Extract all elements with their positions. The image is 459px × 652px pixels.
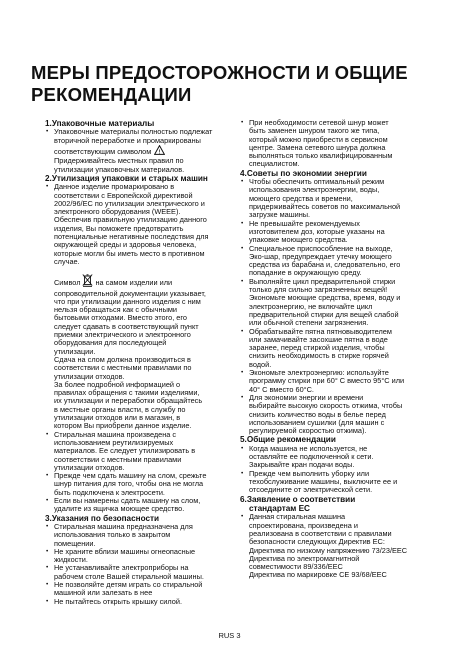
text-line: Не устанавливайте электроприборы на — [54, 563, 189, 573]
text-line: заранее, перед стиркой изделия, чтобы — [249, 343, 385, 353]
text-line: техобслуживание машины, выключите ее и — [249, 476, 398, 486]
text-line: выбирайте высокую скорость отжима, чтобы — [249, 401, 403, 411]
lines-block — [249, 328, 430, 369]
section-2-title: 2.Утилизация упаковки и старых машин — [45, 173, 208, 183]
text-line: случае. — [54, 256, 80, 266]
text-line: утилизации упаковочных материалов. — [54, 164, 185, 174]
section-4-bullet-1 — [240, 178, 430, 219]
section-4-bullet-5 — [240, 328, 430, 369]
section-3-bullet-4 — [45, 581, 237, 598]
text-line: Сдача на слом должна производиться в — [54, 354, 191, 364]
bullet-icon: • — [46, 496, 49, 504]
text-span: Символ — [54, 278, 81, 288]
text-line: изготовителем доз, которые указаны на — [249, 226, 385, 236]
lines-block — [54, 431, 237, 472]
bullet-icon: • — [241, 393, 244, 401]
text-span: соответствующим символом — [54, 147, 152, 156]
text-line: программу стирки при 60° C вместо 95°C или — [249, 376, 405, 386]
lines-block — [54, 581, 237, 598]
bullet-icon: • — [46, 128, 49, 136]
text-line: Директива по низкому напряжению 73/23/EEC — [249, 545, 408, 555]
text-line: совместимости 89/336/EEC — [249, 562, 343, 572]
bullet-icon: • — [241, 444, 244, 452]
text-line: что при утилизации данного изделия с ним — [54, 296, 201, 306]
text-line: их утилизации и переработки обращайтесь — [54, 396, 203, 406]
text-line: Обрабатывайте пятна пятновыводителем — [249, 326, 392, 336]
section-2-bullet-2 — [45, 431, 237, 472]
text-line: отсоедините от электрической сети. — [249, 485, 373, 495]
bullet-icon: • — [241, 327, 244, 335]
text-line: Не пытайтесь открыть крышку силой. — [54, 596, 182, 606]
bullet-icon: • — [241, 178, 244, 186]
lines-block — [249, 513, 430, 579]
lines-block — [249, 178, 430, 219]
text-line: спроектирована, произведена и — [249, 520, 358, 530]
bullet-icon: • — [46, 430, 49, 438]
text-line: реализована в соответствии с правилами — [249, 528, 392, 538]
text-line: котором Вы приобрели данное изделие. — [54, 421, 192, 431]
bullet-icon: • — [241, 219, 244, 227]
bullet-icon: • — [241, 513, 244, 521]
lines-block — [54, 564, 237, 581]
text-line: материалов. Ее следует утилизировать в — [54, 446, 196, 456]
bullet-icon: • — [241, 369, 244, 377]
text-line: средства из барабана и, следовательно, его — [249, 260, 401, 270]
bullet-icon: • — [46, 472, 49, 480]
text-line: окружающей среды и здоровья человека, — [54, 240, 197, 250]
page-title-line-1: МЕРЫ ПРЕДОСТОРОЖНОСТИ И ОБЩИЕ — [31, 62, 408, 83]
text-line: который можно приобрести в сервисном — [249, 134, 388, 144]
lines-block — [54, 523, 237, 548]
section-2-bullet-4 — [45, 497, 237, 514]
text-line: использования электроэнергии, воды, — [249, 185, 380, 195]
text-line: снизить количество воды в белье перед — [249, 409, 386, 419]
section-2-bullet-3 — [45, 472, 237, 497]
text-line: Закрывайте кран подачи воды. — [249, 460, 355, 470]
text-line: бытовыми отходами. Вместо этого, его — [54, 313, 187, 323]
section-4-title: 4.Советы по экономии энергии — [240, 168, 367, 178]
text-line: выполняться только квалифицированным — [249, 151, 393, 161]
lines-block — [54, 183, 237, 266]
section-4-bullet-3 — [240, 245, 430, 278]
text-line: рабочем столе Вашей стиральной машины. — [54, 571, 204, 581]
text-line: использованием реутилизируемых — [54, 437, 174, 447]
text-line: Прежде чем выполнить уборку или — [249, 468, 370, 478]
text-line: в местные органы власти, в службу по — [54, 404, 186, 414]
lines-block — [249, 278, 430, 328]
section-3-bullet-1 — [45, 523, 237, 548]
section-3-bullet-6 — [240, 119, 430, 169]
text-line: или обычной степени загрязнения. — [249, 318, 369, 328]
text-line: шнур питания для того, чтобы она не могла — [54, 479, 204, 489]
section-4-bullet-4 — [240, 278, 430, 328]
bullet-icon: • — [46, 597, 49, 605]
page-title — [31, 62, 431, 106]
text-line: Обеспечив правильную утилизацию данного — [54, 215, 207, 225]
text-line: которые могли бы иметь место в противном — [54, 248, 205, 258]
text-line: использования только в закрытом — [54, 530, 171, 540]
text-line: Для экономии энергии и времени — [249, 392, 364, 402]
text-line: Придерживайтесь местных правил по — [54, 156, 184, 166]
text-line: Выполняйте цикл предварительной стирки — [249, 276, 396, 286]
left-column — [45, 119, 237, 606]
text-line: попадание в окружающую среду. — [249, 268, 362, 278]
lines-block — [45, 290, 237, 431]
text-line: Не превышайте рекомендуемых — [249, 218, 360, 228]
lines-block — [54, 598, 237, 606]
lines-block — [54, 497, 237, 514]
page-footer: RUS 3 — [218, 631, 241, 640]
text-line: Стиральная машина предназначена для — [54, 521, 193, 531]
lines-block — [249, 445, 430, 470]
section-2-bullet-1 — [45, 183, 237, 266]
bullet-icon: • — [241, 244, 244, 252]
text-line: Не храните вблизи машины огнеопасные — [54, 546, 196, 556]
bullet-icon: • — [241, 469, 244, 477]
text-line: жидкости. — [54, 555, 88, 565]
text-line: Данная стиральная машина — [249, 512, 346, 522]
text-line: За более подробной информацией о — [54, 379, 181, 389]
text-line: Стиральная машина произведена с — [54, 429, 177, 439]
text-line: Специальное приспособление на выходе, — [249, 243, 393, 253]
text-line: упаковке моющего средства. — [249, 235, 348, 245]
text-line: снизить необходимость в стирке горячей — [249, 351, 389, 361]
page-title-line-2: РЕКОМЕНДАЦИИ — [31, 84, 192, 105]
text-line: только для сильно загрязненных вещей! — [249, 285, 388, 295]
text-line: удалите из ящичка моющее средство. — [54, 504, 185, 514]
lines-block — [54, 548, 237, 565]
text-line: Когда машина не используется, не — [249, 443, 368, 453]
lines-block — [249, 394, 430, 435]
section-4-bullet-6 — [240, 369, 430, 394]
bullet-icon: • — [46, 564, 49, 572]
bullet-icon: • — [46, 522, 49, 530]
text-line: оборудования для последующей — [54, 338, 167, 348]
bullet-icon: • — [46, 183, 49, 191]
text-line: сопроводительной документации указывает, — [54, 288, 206, 298]
lines-block — [249, 220, 430, 245]
text-line: помещении. — [54, 538, 96, 548]
section-1-bullet — [45, 128, 237, 173]
text-line: электроэнергию, не включайте цикл — [249, 301, 373, 311]
text-line: 40° C вместо 60°C. — [249, 384, 314, 394]
section-6-title-line-2: стандартам ЕС — [249, 503, 310, 513]
bullet-icon: • — [46, 581, 49, 589]
text-line: регулируемой скоростью отжима). — [249, 426, 367, 436]
text-line: 2002/96/EC по утилизации электрического и — [54, 198, 205, 208]
text-line: загрузке машины. — [249, 210, 311, 220]
text-line: Если вы намерены сдать машину на слом, — [54, 495, 201, 505]
text-line: машиной или залезать в нее — [54, 588, 153, 598]
text-line: соответствии с местными правилами — [54, 454, 182, 464]
text-line: Чтобы обеспечить оптимальный режим — [249, 177, 385, 187]
section-1-title: 1.Упаковочные материалы — [45, 119, 155, 128]
text-line: быть подключена к электросети. — [54, 487, 165, 497]
section-4-bullet-2 — [240, 220, 430, 245]
text-line: использованием сушилки (для машин с — [249, 417, 385, 427]
text-line: центре. Замена сетевого шнура должна — [249, 142, 386, 152]
spacer — [45, 266, 237, 274]
section-4-bullet-7 — [240, 394, 430, 435]
bullet-icon: • — [241, 277, 244, 285]
text-line: оставляйте ее подключенной к сети. — [249, 452, 374, 462]
text-line: или замачивайте засохшие пятна в воде — [249, 334, 388, 344]
text-line: потенциальные негативные последствия для — [54, 232, 209, 242]
weee-symbol-line — [45, 274, 237, 289]
crossed-bin-icon — [82, 274, 93, 289]
section-3-bullet-5 — [45, 598, 237, 606]
text-line: предварительной стирки для вещей слабой — [249, 309, 399, 319]
text-line: При необходимости сетевой шнур может — [249, 118, 389, 127]
text-line: Эко-шар, предупреждает утечку моющего — [249, 251, 392, 261]
section-5-bullet-2 — [240, 470, 430, 495]
bullet-icon: • — [46, 547, 49, 555]
text-line: Данное изделие промаркировано в — [54, 182, 175, 192]
text-line: придерживайтесь советов по максимальной — [249, 202, 401, 212]
text-line: следует сдавать в соответствующий пункт — [54, 321, 199, 331]
text-line: Директива по электромагнитной — [249, 553, 360, 563]
text-line: правилах обращения с такими изделиями, — [54, 388, 200, 398]
lines-block — [249, 119, 430, 169]
text-line: Прежде чем сдать машину на слом, срежьте — [54, 471, 207, 481]
text-line: специалистом. — [249, 159, 300, 169]
section-6-title — [240, 495, 430, 514]
text-line: водой. — [249, 359, 272, 369]
text-line: вторичной переработке и промаркированы — [54, 135, 201, 145]
text-line: соответствии с местными правилами по — [54, 363, 192, 373]
text-line: утилизации. — [54, 346, 96, 356]
text-line: Директива по маркировке СЕ 93/68/EEC — [249, 570, 387, 580]
text-line: Упаковочные материалы полностью подлежат — [54, 127, 213, 137]
section-3-bullet-3 — [45, 564, 237, 581]
lines-block — [249, 470, 430, 495]
text-line: Экономьте моющие средства, время, воду и — [249, 293, 401, 303]
section-5-title: 5.Общие рекомендации — [240, 435, 336, 445]
text-line: Экономьте электроэнергию: используйте — [249, 368, 389, 378]
lines-block — [249, 245, 430, 278]
text-line: электронного оборудования (WEEE). — [54, 207, 181, 217]
text-line: приемки электрического и электронного — [54, 330, 191, 340]
text-line: безопасности следующих Директив ЕС: — [249, 537, 385, 547]
right-column — [240, 119, 430, 580]
section-3-title: 3.Указания по безопасности — [45, 513, 160, 523]
text-line: моющего средства и времени, — [249, 193, 353, 203]
lines-block — [249, 369, 430, 394]
svg-text:!: ! — [158, 149, 161, 155]
text-line: утилизации отходов или в магазин, в — [54, 413, 181, 423]
section-5-bullet-1 — [240, 445, 430, 470]
text-line: соответствии с Европейской директивой — [54, 190, 193, 200]
text-line: нельзя обращаться как с обычными — [54, 305, 177, 315]
section-6-title-line-1: 6.Заявление о соответствии — [240, 494, 356, 504]
section-6-bullet-1 — [240, 513, 430, 579]
text-span: на самом изделии или — [95, 278, 173, 288]
text-line: изделия, Вы поможете предотвратить — [54, 223, 184, 233]
text-line: утилизации отходов. — [54, 371, 125, 381]
bullet-icon: • — [241, 119, 244, 126]
section-3-bullet-2 — [45, 548, 237, 565]
text-line: быть заменен шнуром такого же типа, — [249, 126, 380, 136]
text-line: утилизации отходов. — [54, 462, 125, 472]
lines-block — [54, 472, 237, 497]
text-line: Не позволяйте детям играть со стиральной — [54, 580, 203, 590]
